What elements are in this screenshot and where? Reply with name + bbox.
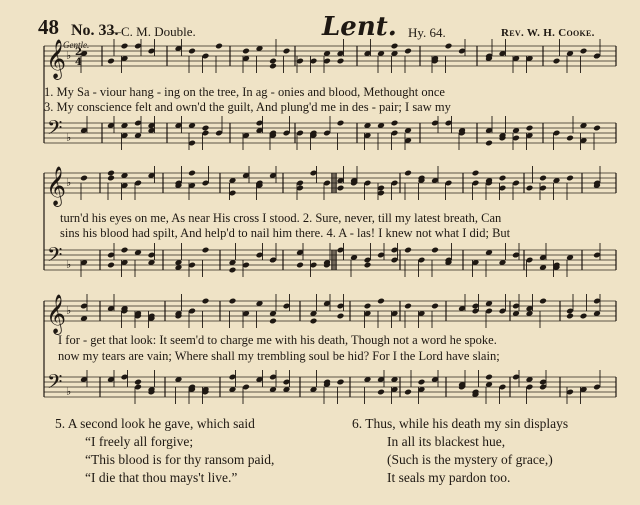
flat-icon: ♭	[66, 386, 72, 398]
note-head	[283, 48, 291, 55]
note-head	[566, 313, 574, 320]
note-head	[337, 120, 345, 127]
time-signature-icon: 4	[75, 57, 82, 68]
verse5-line: “I freely all forgive;	[85, 434, 194, 449]
note-head	[593, 125, 601, 132]
note-head	[229, 267, 237, 274]
hymn-reference: Hy. 64.	[408, 25, 446, 40]
note-head	[485, 140, 493, 147]
note-head	[364, 303, 372, 310]
note-head	[121, 247, 129, 254]
note-head	[121, 43, 129, 50]
treble-clef-icon: 𝄞	[46, 294, 67, 334]
time-signature-icon: 2	[75, 47, 82, 58]
note-head	[431, 247, 439, 254]
note-head	[539, 175, 547, 182]
tune-title: Lent.	[322, 12, 397, 42]
note-head	[337, 185, 345, 192]
note-head	[107, 262, 115, 269]
verse6-line: It seals my pardon too.	[387, 470, 511, 485]
note-head	[445, 43, 453, 50]
note-head	[553, 58, 561, 65]
note-head	[431, 303, 439, 310]
note-head	[337, 379, 345, 386]
note-head	[229, 298, 237, 305]
note-head	[296, 262, 304, 269]
bass-clef-icon: 𝄢	[47, 370, 63, 398]
verse5-line: “I die that thou mays't live.”	[85, 470, 238, 485]
verse5-line: 5. A second look he gave, which said	[55, 416, 255, 431]
note-head	[80, 175, 88, 182]
note-head	[526, 125, 534, 132]
verse6-line: In all its blackest hue,	[387, 434, 506, 449]
system2-lyrics-verse4: sins his blood had spilt, And help'd to nail him there. 4. A - las! I knew not what I did; But	[60, 226, 511, 240]
note-head	[539, 298, 547, 305]
note-head	[526, 185, 534, 192]
note-head	[391, 120, 399, 127]
expression-marking: Gentle.	[63, 40, 90, 50]
note-head	[404, 247, 412, 254]
note-head	[418, 379, 426, 386]
note-head	[202, 125, 210, 132]
note-head	[472, 170, 480, 177]
system3-lyrics-b: now my tears are vain; Where shall my trembling soul be hid? For I the Lord have slain;	[58, 349, 500, 363]
note-head	[202, 298, 210, 305]
note-head	[404, 303, 412, 310]
system2-lyrics-verse2: turn'd his eyes on me, As near His cross I stood. 2. Sure, never, till my latest breath, Can	[60, 211, 502, 225]
note-head	[337, 58, 345, 65]
verse6-line: (Such is the mystery of grace,)	[387, 452, 553, 467]
author-credit: Rev. W. H. Cooke.	[501, 27, 595, 39]
system1-lyrics-verse1: 1. My Sa - viour hang - ing on the tree, In ag - onies and blood, Methought once	[44, 85, 445, 99]
note-head	[310, 318, 318, 325]
bass-clef-icon: 𝄢	[47, 116, 63, 144]
note-head	[391, 43, 399, 50]
note-head	[269, 318, 277, 325]
note-head	[485, 374, 493, 381]
note-head	[566, 135, 574, 142]
note-head	[337, 313, 345, 320]
note-head	[107, 58, 115, 65]
hymn-number: No. 33.	[71, 22, 119, 39]
system1-lyrics-verse3: 3. My conscience felt and own'd the guilt, And plung'd me in des - pair; I saw my	[44, 100, 451, 114]
note-head	[269, 58, 277, 65]
note-head	[580, 313, 588, 320]
note-head	[242, 48, 250, 55]
treble-clef-icon: 𝄞	[46, 166, 67, 206]
note-head	[566, 175, 574, 182]
note-head	[377, 389, 385, 396]
verse-6	[352, 415, 568, 487]
note-head	[377, 298, 385, 305]
note-head	[404, 48, 412, 55]
note-head	[107, 170, 115, 177]
system3-lyrics-a: I for - get that look: It seem'd to charge me with his death, Though not a word he spoke.	[58, 333, 497, 347]
note-head	[188, 48, 196, 55]
verse-5	[55, 415, 274, 487]
note-head	[499, 175, 507, 182]
note-head	[107, 175, 115, 182]
note-head	[188, 170, 196, 177]
page-number: 48	[38, 15, 59, 39]
bass-clef-icon: 𝄢	[47, 243, 63, 271]
note-head	[269, 63, 277, 70]
note-head	[364, 262, 372, 269]
treble-clef-icon: 𝄞	[46, 39, 67, 79]
note-head	[580, 48, 588, 55]
flat-icon: ♭	[66, 132, 72, 144]
note-head	[404, 170, 412, 177]
verse5-line: “This blood is for thy ransom paid,	[85, 452, 275, 467]
note-head	[404, 389, 412, 396]
flat-icon: ♭	[66, 259, 72, 271]
note-head	[202, 247, 210, 254]
flat-icon: ♭	[66, 305, 72, 317]
note-head	[134, 379, 142, 386]
flat-icon: ♭	[66, 177, 72, 189]
hymn-meter: —C. M. Double.	[108, 24, 196, 39]
verse6-line: 6. Thus, while his death my sin displays	[352, 416, 569, 431]
note-head	[215, 43, 223, 50]
flat-icon: ♭	[66, 50, 72, 62]
